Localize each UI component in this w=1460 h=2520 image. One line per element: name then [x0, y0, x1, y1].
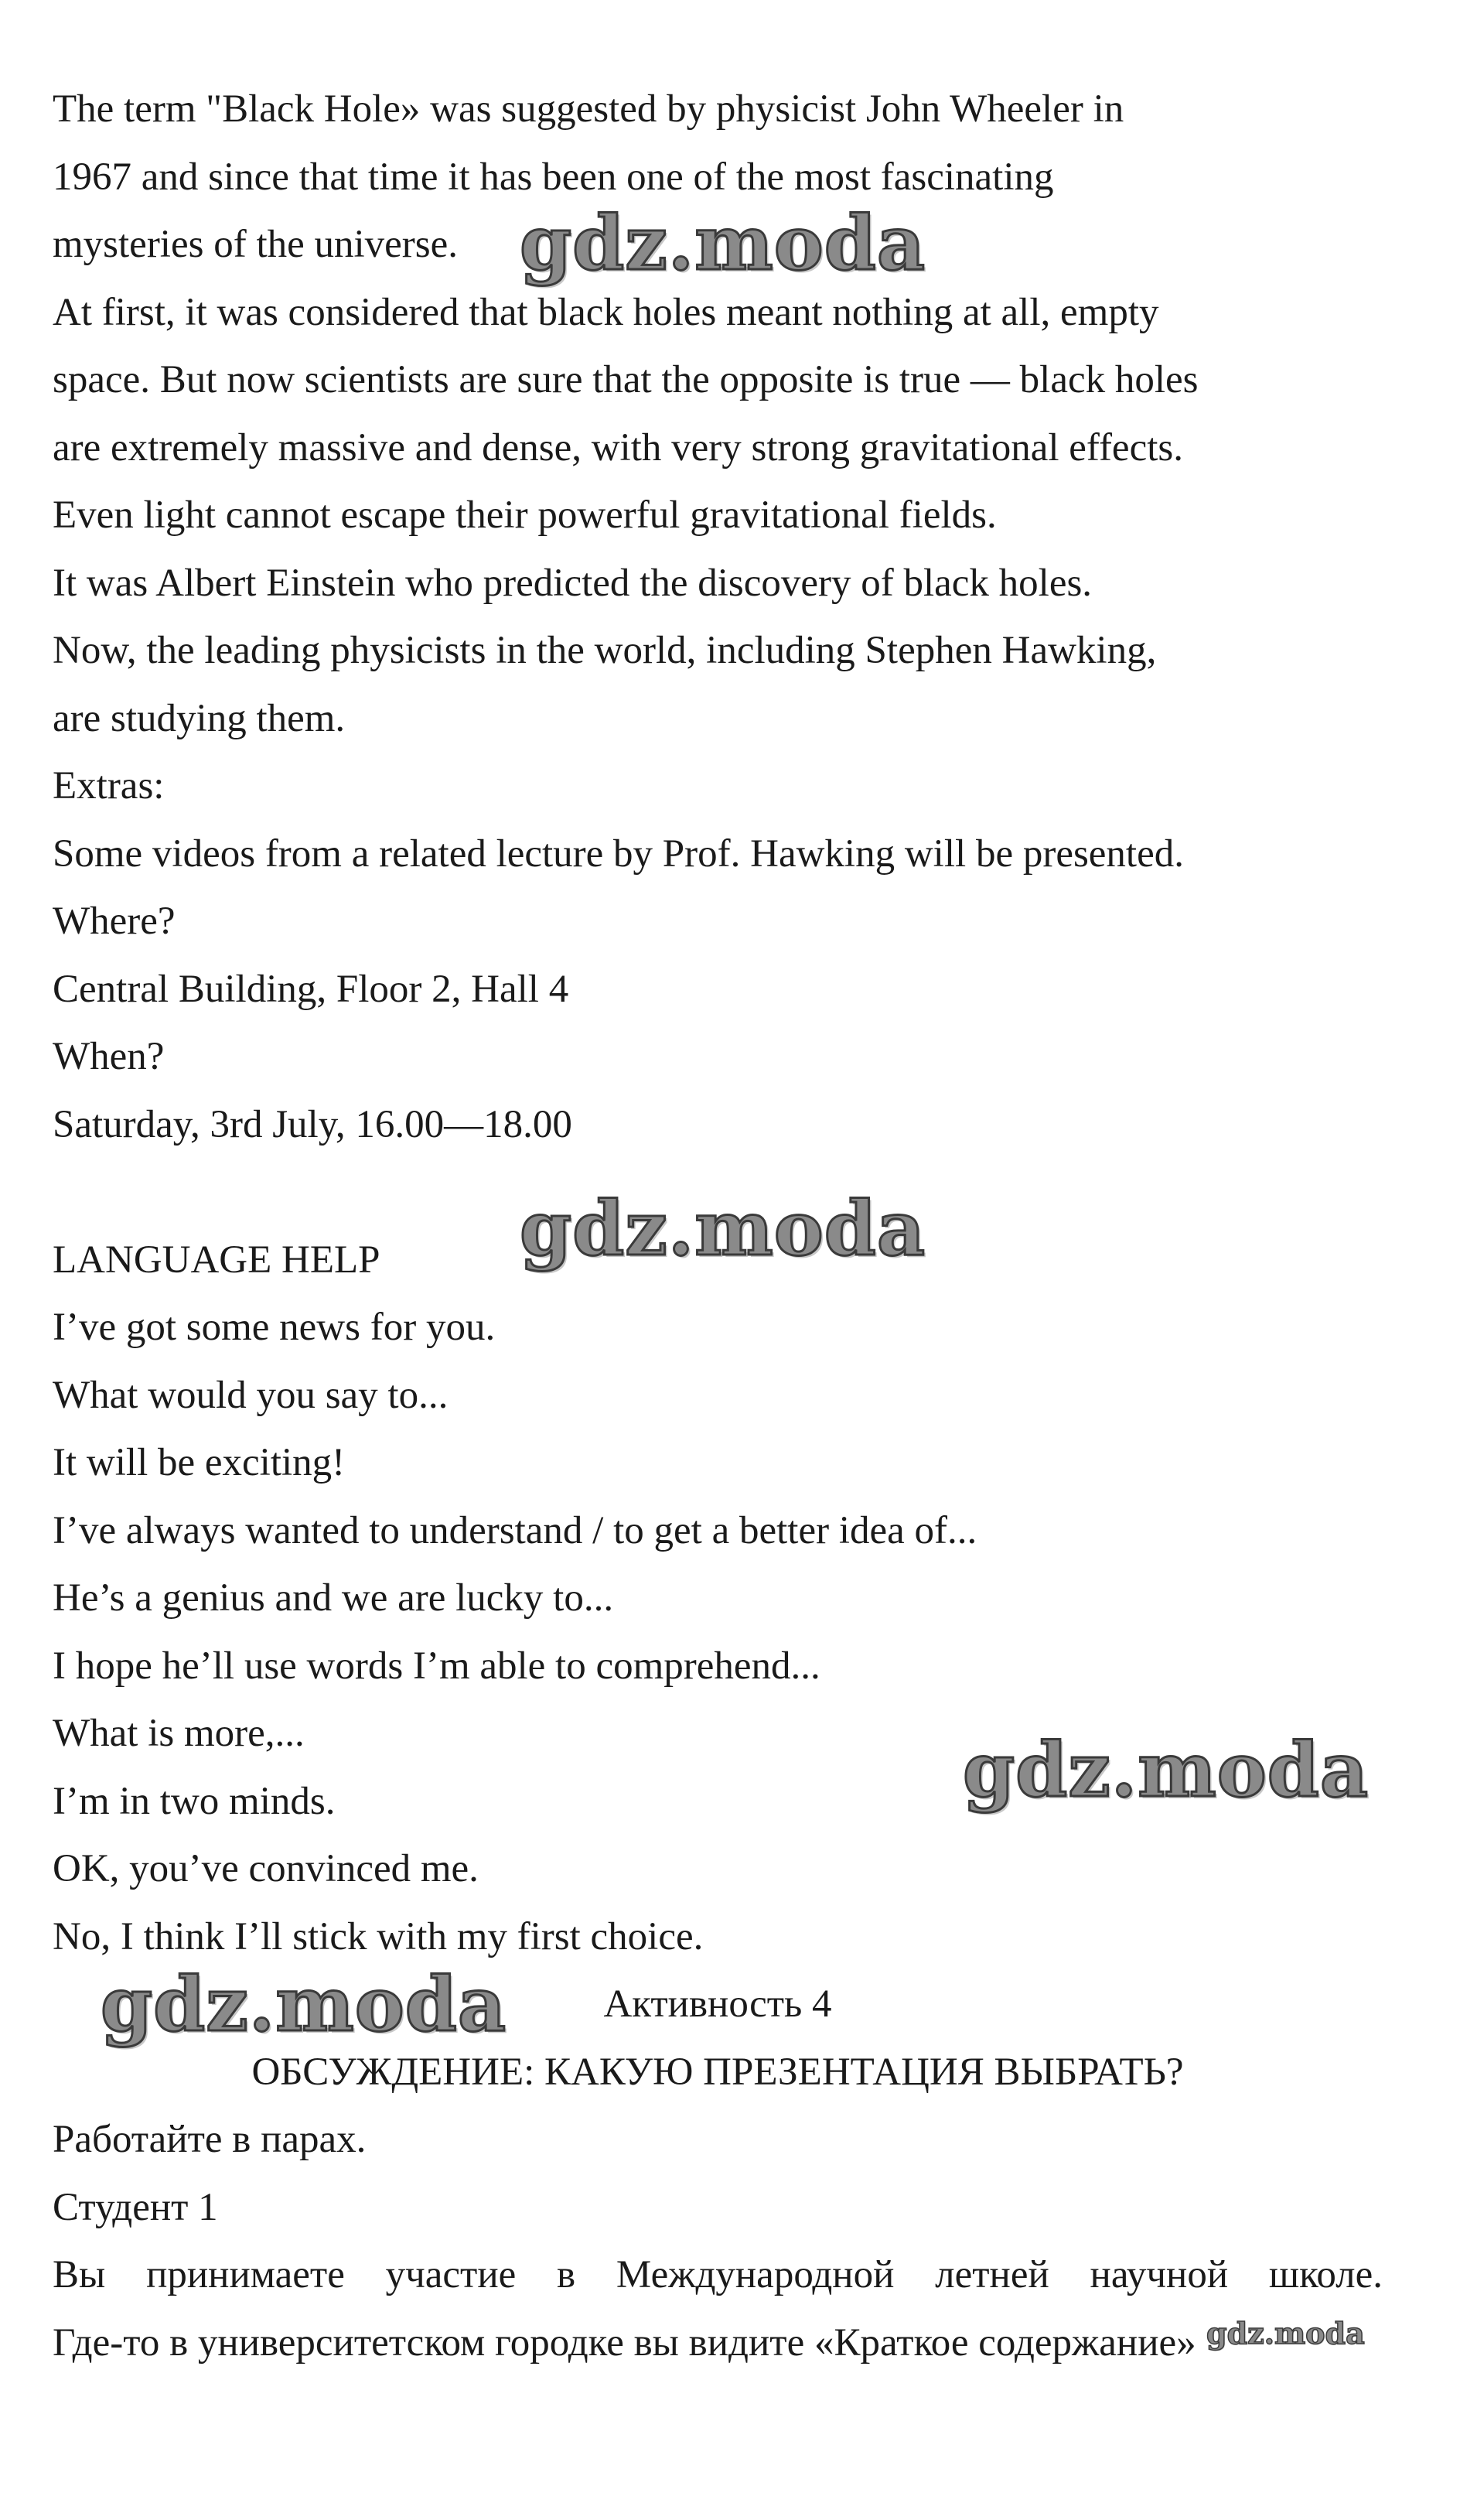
phrase-line: What would you say to... — [53, 1373, 449, 1417]
phrase-line: What is more,... — [53, 1712, 305, 1755]
activity-subtitle: ОБСУЖДЕНИЕ: КАКУЮ ПРЕЗЕНТАЦИЯ ВЫБРАТЬ? — [251, 2050, 1184, 2094]
phrase-line: I’m in two minds. — [53, 1779, 336, 1823]
watermark: gdz.moda — [520, 1185, 926, 1272]
instruction-line: Работайте в парах. — [53, 2118, 367, 2161]
text-line: space. But now scientists are sure that the opposite is true — black holes — [53, 358, 1199, 401]
phrase-line: I’ve got some news for you. — [53, 1306, 496, 1349]
phrase-line: I hope he’ll use words I’m able to comprehend... — [53, 1644, 820, 1688]
word: летней — [935, 2253, 1049, 2296]
phrase-line: No, I think I’ll stick with my first choice. — [53, 1914, 704, 1958]
text-line: Где-то в университетском городке вы видите «Краткое содержание» — [53, 2320, 1196, 2365]
text-line: Even light cannot escape their powerful gravitational fields. — [53, 493, 997, 537]
text-line: Central Building, Floor 2, Hall 4 — [53, 967, 569, 1011]
watermark: gdz.moda — [1206, 2316, 1365, 2351]
text-line: are studying them. — [53, 696, 346, 740]
word: Международной — [616, 2253, 895, 2296]
phrase-line: It will be exciting! — [53, 1441, 346, 1484]
when-label: When? — [53, 1035, 165, 1078]
text-line: mysteries of the universe. — [53, 223, 459, 266]
student-label: Студент 1 — [53, 2185, 218, 2229]
text-line: At first, it was considered that black holes meant nothing at all, empty — [53, 290, 1159, 334]
language-help-heading: LANGUAGE HELP — [53, 1238, 380, 1282]
watermark: gdz.moda — [101, 1961, 507, 2048]
where-label: Where? — [53, 900, 176, 943]
phrase-line: I’ve always wanted to understand / to get a better idea of... — [53, 1508, 977, 1552]
text-line: Now, the leading physicists in the world, including Stephen Hawking, — [53, 629, 1157, 672]
activity-title: Активность 4 — [603, 1982, 832, 2026]
text-line: It was Albert Einstein who predicted the discovery of black holes. — [53, 561, 1093, 605]
text-line: are extremely massive and dense, with very strong gravitational effects. — [53, 425, 1183, 470]
text-line: Saturday, 3rd July, 16.00—18.00 — [53, 1102, 572, 1146]
watermark: gdz.moda — [520, 200, 926, 287]
text-line: 1967 and since that time it has been one of the most fascinating — [53, 155, 1054, 199]
phrase-line: He’s a genius and we are lucky to... — [53, 1576, 614, 1620]
text-line: The term "Black Hole» was suggested by physicist John Wheeler in — [53, 87, 1124, 131]
word: Вы — [53, 2253, 106, 2296]
word: принимаете — [146, 2253, 345, 2296]
phrase-line: OK, you’ve convinced me. — [53, 1847, 479, 1890]
watermark: gdz.moda — [963, 1726, 1370, 1814]
word: школе. — [1268, 2253, 1383, 2296]
text-line: Some videos from a related lecture by Prof. Hawking will be presented. — [53, 831, 1184, 876]
word: научной — [1090, 2253, 1229, 2296]
word: в — [557, 2253, 576, 2296]
justified-line — [53, 2242, 1383, 2310]
word: участие — [385, 2253, 517, 2296]
extras-label: Extras: — [53, 764, 165, 808]
